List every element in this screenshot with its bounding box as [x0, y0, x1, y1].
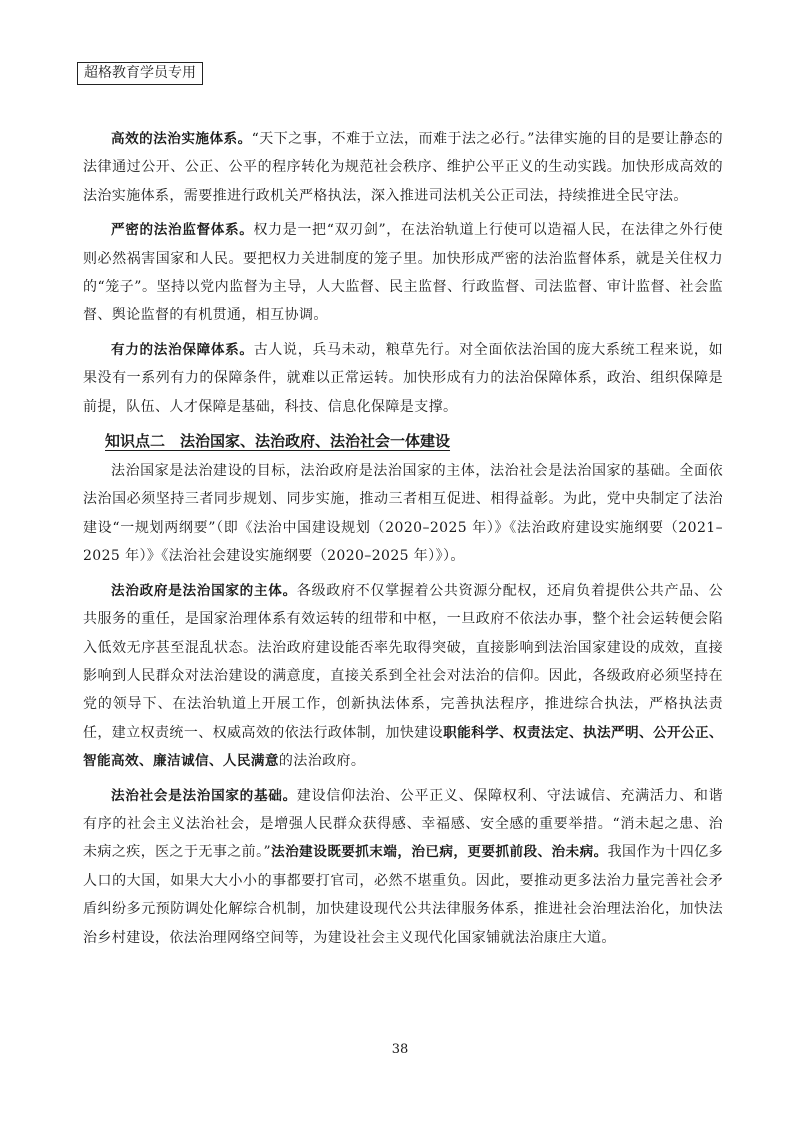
paragraph-law-based-society [83, 782, 723, 952]
bold-government-qualities: 职能科学、权责法定、执法严明、公开公正、智能高效、廉洁诚信、人民满意 [83, 724, 724, 770]
paragraph-law-based-government [83, 577, 723, 776]
text-supervision-system: 权力是一把“双刃剑”，在法治轨道上行使可以造福人民，在法律之外行使则必然祸害国家和人民。要把权力关进制度的笼子里。加快形成严密的法治监督体系，就是关住权力的“笼子”。坚持以党内监督为主导，人大监督、民主监督、行政监督、司法监督、审计监督、社会监督、舆论监督的有机贯通，相互协调。 [83, 222, 724, 324]
paragraph-integrated-construction [83, 457, 723, 571]
lead-guarantee-system: 有力的法治保障体系。 [111, 341, 254, 358]
header-tag: 超格教育学员专用 [77, 62, 203, 85]
text-law-based-society: 建设信仰法治、公平正义、保障权利、守法诚信、充满活力、和谐有序的社会主义法治社会，是增强人民群众获得感、幸福感、安全感的重要举措。“消未起之患、治未病之疾，医之于无事之前。” [83, 787, 723, 861]
text-integrated-construction: 法治国家是法治建设的目标，法治政府是法治国家的主体，法治社会是法治国家的基础。全面依法治国必须坚持三者同步规划、同步实施，推动三者相互促进、相得益彰。为此，党中央制定了法治建设“一规划两纲要”（即《法治中国建设规划（2020–2025 年）》《法治政府建设实施纲要（2021–2025 年）》《法治社会建设实施纲要（2020–2025 年）》）。 [83, 463, 723, 565]
lead-supervision-system: 严密的法治监督体系。 [111, 222, 254, 239]
page-content [83, 125, 723, 958]
text-society-end: 我国作为十四亿多人口的大国，如果大大小小的事都要打官司，必然不堪重负。因此，要推动更多法治力量完善社会矛盾纠纷多元预防调处化解综合机制，加快建设现代公共法律服务体系，推进社会治理法治化，加快法治乡村建设，依法治理网络空间等，为建设社会主义现代化国家铺就法治康庄大道。 [83, 844, 723, 946]
paragraph-implementation-system [83, 125, 723, 210]
lead-implementation-system: 高效的法治实施体系。 [111, 131, 252, 147]
page-number: 38 [391, 1042, 409, 1057]
text-government-end: 的法治政府。 [278, 753, 366, 770]
section-heading-text: 知识点二 法治国家、法治政府、法治社会一体建设 [105, 432, 451, 451]
paragraph-supervision-system [83, 216, 723, 330]
text-guarantee-system: 古人说，兵马未动，粮草先行。对全面依法治国的庞大系统工程来说，如果没有一系列有力的保障条件，就难以正常运转。加快形成有力的法治保障体系，政治、组织保障是前提，队伍、人才保障是基础，科技、信息化保障是支撑。 [83, 341, 723, 415]
lead-law-based-society: 法治社会是法治国家的基础。 [111, 787, 297, 804]
section-heading [83, 427, 723, 455]
bold-prevention-principle: 法治建设既要抓末端，治已病，更要抓前段、治未病。 [271, 844, 608, 861]
text-implementation-system: “天下之事，不难于立法，而难于法之必行。”法律实施的目的是要让静态的法律通过公开、公正、公平的程序转化为规范社会秩序、维护公平正义的生动实践。加快形成高效的法治实施体系，需要推进行政机关严格执法，深入推进司法机关公正司法，持续推进全民守法。 [83, 131, 723, 204]
text-law-based-government: 各级政府不仅掌握着公共资源分配权，还肩负着提供公共产品、公共服务的重任，是国家治理体系有效运转的纽带和中枢，一旦政府不依法办事，整个社会运转便会陷入低效无序甚至混乱状态。法治政府建设能否率先取得突破，直接影响到法治国家建设的成效，直接影响到人民群众对法治建设的满意度，直接关系到全社会对法治的信仰。因此，各级政府必须坚持在党的领导下、在法治轨道上开展工作，创新执法体系，完善执法程序，推进综合执法，严格执法责任，建立权责统一、权威高效的依法行政体制，加快建设 [83, 582, 723, 741]
lead-law-based-government: 法治政府是法治国家的主体。 [111, 582, 297, 599]
paragraph-guarantee-system [83, 336, 723, 421]
